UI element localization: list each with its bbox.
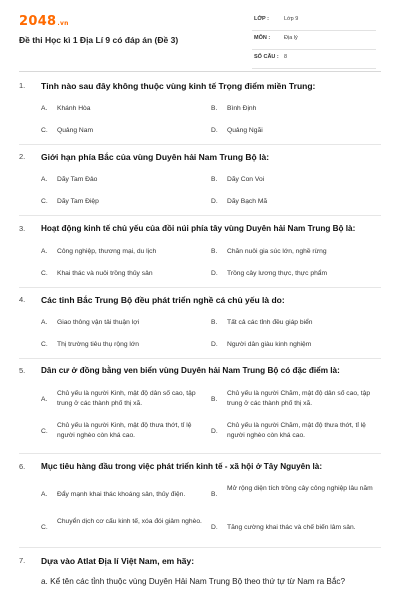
- option-letter: A.: [41, 319, 48, 326]
- question-number: 2.: [19, 152, 26, 161]
- option-letter: A.: [41, 176, 48, 183]
- question-text: Tỉnh nào sau đây không thuộc vùng kinh tế Trọng điểm miền Trung:: [41, 81, 316, 91]
- option-letter: A.: [41, 105, 48, 112]
- option-text: Chăn nuôi gia súc lớn, nghề rừng: [227, 248, 327, 255]
- question-divider: [19, 144, 381, 145]
- option-letter: C.: [41, 270, 48, 277]
- option-text: Dãy Tam Điệp: [57, 198, 99, 205]
- option-letter: D.: [211, 428, 218, 435]
- option-letter: B.: [211, 105, 218, 112]
- question-divider: [19, 287, 381, 288]
- option-text: Chủ yếu là người Kinh, mật độ dân số cao, tập trung ở các thành phố thị xã.: [57, 390, 196, 407]
- option-text: Chuyển dịch cơ cấu kinh tế, xóa đói giảm nghèo.: [57, 518, 202, 525]
- question-text: Mục tiêu hàng đầu trong việc phát triển kinh tế - xã hội ở Tây Nguyên là:: [41, 462, 323, 471]
- meta-label: SỐ CÂU :: [254, 54, 279, 60]
- option-text: Giao thông vận tải thuận lợi: [57, 319, 140, 326]
- option-letter: B.: [211, 491, 218, 498]
- question-number: 3.: [19, 224, 26, 233]
- question-number: 7.: [19, 556, 26, 565]
- option-text: Chủ yếu là người Chăm, mật độ thưa thớt, tỉ lệ người nghèo còn khá cao.: [227, 422, 366, 439]
- option-text: Khánh Hòa: [57, 105, 91, 112]
- meta-label: LỚP :: [254, 16, 269, 22]
- option-text: Quảng Ngãi: [227, 127, 263, 134]
- question-2: [19, 152, 381, 216]
- question-5: [19, 366, 381, 454]
- header-divider: [19, 71, 381, 72]
- option-letter: D.: [211, 127, 218, 134]
- meta-value: Địa lý: [284, 35, 298, 41]
- option-letter: B.: [211, 176, 218, 183]
- page-header: [0, 0, 400, 70]
- meta-row-class: [252, 12, 376, 31]
- question-divider: [19, 547, 381, 548]
- question-number: 1.: [19, 81, 26, 90]
- meta-info-table: [252, 12, 376, 69]
- option-letter: A.: [41, 396, 48, 403]
- option-text: Bình Định: [227, 105, 257, 112]
- option-text: Dãy Con Voi: [227, 176, 265, 183]
- question-3: [19, 224, 381, 288]
- meta-row-count: [252, 50, 376, 69]
- question-text: Dựa vào Atlat Địa lí Việt Nam, em hãy:: [41, 556, 195, 566]
- logo-sub: .vn: [57, 20, 69, 27]
- meta-value: Lớp 9: [284, 16, 299, 22]
- option-letter: B.: [211, 319, 218, 326]
- option-letter: A.: [41, 248, 48, 255]
- meta-label: MÔN :: [254, 35, 271, 41]
- option-letter: C.: [41, 428, 48, 435]
- option-text: Khai thác và nuôi trồng thủy sản: [57, 270, 153, 277]
- option-letter: D.: [211, 198, 218, 205]
- option-text: Dãy Tam Đảo: [57, 176, 98, 183]
- option-text: Trồng cây lương thực, thực phẩm: [227, 270, 328, 277]
- meta-value: 8: [284, 54, 288, 60]
- question-divider: [19, 358, 381, 359]
- option-letter: B.: [211, 396, 218, 403]
- question-7: [19, 556, 381, 600]
- option-letter: D.: [211, 270, 218, 277]
- question-number: 6.: [19, 462, 26, 471]
- question-text: Dân cư ở đồng bằng ven biển vùng Duyên hải Nam Trung Bộ có đặc điểm là:: [41, 366, 340, 375]
- question-6: [19, 462, 381, 548]
- option-text: Mở rộng diện tích trồng cây công nghiệp lâu năm: [227, 485, 373, 492]
- sub-question-a: a. Kể tên các tỉnh thuộc vùng Duyên Hải Nam Trung Bộ theo thứ tự từ Nam ra Bắc?: [41, 577, 346, 586]
- option-text: Người dân giàu kinh nghiệm: [227, 341, 312, 348]
- option-text: Chủ yếu là người Kinh, mật độ thưa thớt, tỉ lệ người nghèo còn khá cao.: [57, 422, 192, 439]
- site-logo[interactable]: [19, 14, 69, 29]
- option-letter: B.: [211, 248, 218, 255]
- question-text: Giới hạn phía Bắc của vùng Duyên hải Nam Trung Bộ là:: [41, 152, 270, 162]
- option-letter: C.: [41, 198, 48, 205]
- option-text: Công nghiệp, thương mại, du lịch: [57, 248, 157, 255]
- option-letter: D.: [211, 524, 218, 531]
- option-text: Chủ yếu là người Chăm, mật độ dân số cao, tập trung ở các thành phố thị xã.: [227, 390, 371, 407]
- question-divider: [19, 215, 381, 216]
- question-divider: [19, 453, 381, 454]
- question-text: Hoạt động kinh tế chủ yếu của đồi núi phía tây vùng Duyên hải Nam Trung Bộ là:: [41, 224, 356, 233]
- question-text: Các tỉnh Bắc Trung Bộ đều phát triển nghề cá chủ yếu là do:: [41, 295, 285, 305]
- question-number: 5.: [19, 366, 26, 375]
- option-letter: C.: [41, 127, 48, 134]
- meta-row-subject: [252, 31, 376, 50]
- question-number: 4.: [19, 295, 26, 304]
- question-4: [19, 295, 381, 359]
- option-letter: C.: [41, 524, 48, 531]
- option-text: Đẩy mạnh khai thác khoáng sản, thủy điện.: [57, 491, 186, 498]
- option-text: Quảng Nam: [57, 127, 94, 134]
- question-1: [19, 81, 381, 145]
- page-title: Đề thi Học kì 1 Địa Lí 9 có đáp án (Đề 3): [19, 35, 179, 45]
- option-text: Thị trường tiêu thụ rộng lớn: [57, 341, 140, 348]
- option-letter: A.: [41, 491, 48, 498]
- option-letter: D.: [211, 341, 218, 348]
- option-text: Dãy Bạch Mã: [227, 198, 268, 205]
- logo-main: 2048: [19, 14, 57, 29]
- option-text: Tất cả các tỉnh đều giáp biển: [227, 319, 313, 326]
- option-text: Tăng cường khai thác và chế biến lâm sản.: [227, 524, 356, 531]
- option-letter: C.: [41, 341, 48, 348]
